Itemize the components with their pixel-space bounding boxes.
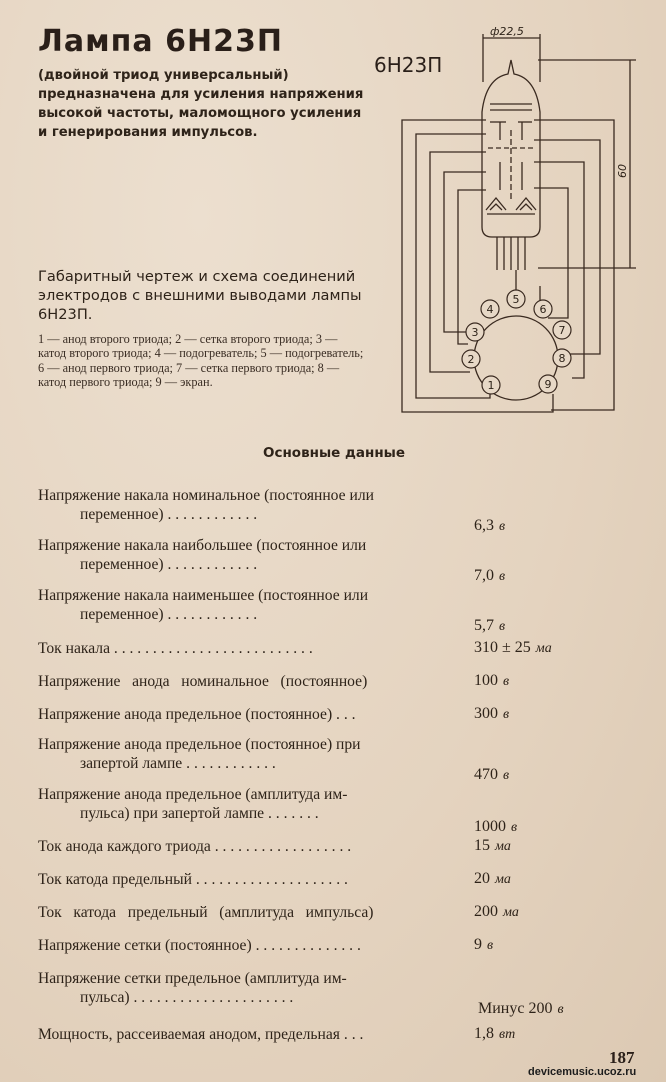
pin-legend: 1 — анод второго триода; 2 — сетка второго триода; 3 — катод второго триода; 4 — подогреватель; 5 — подогреватель; 6 — анод первого триода; 7 — сетка первого триода; 8 — катод первого триода; 9 — экран. — [38, 332, 364, 389]
spec-value: 15 — [474, 837, 490, 854]
spec-label-line1: Ток катода предельный — [38, 871, 192, 888]
spec-label — [38, 486, 458, 524]
spec-list — [38, 486, 598, 1058]
spec-row — [38, 785, 598, 837]
spec-value: Минус 200 — [478, 1000, 553, 1017]
spec-label-line2: переменное) — [80, 556, 164, 573]
pin-9-label: 9 — [544, 378, 552, 391]
spec-dots: . . . . . . . . . . . . — [167, 606, 258, 623]
spec-label — [38, 735, 458, 773]
spec-dots: . . . . . . . . . . . . — [186, 755, 276, 772]
spec-label — [38, 785, 458, 823]
spec-label — [38, 672, 458, 691]
spec-row — [38, 672, 598, 705]
spec-row — [38, 969, 598, 1019]
spec-value: 200 — [474, 903, 498, 920]
spec-value: 6,3 — [474, 517, 494, 534]
pin-3-label: 3 — [471, 326, 479, 339]
spec-label — [38, 705, 458, 724]
spec-unit: в — [503, 674, 510, 689]
spec-label-line2: запертой лампе — [80, 755, 183, 772]
spec-unit: ма — [503, 905, 519, 920]
spec-label — [38, 1025, 458, 1044]
spec-label-line1: Мощность, рассеиваемая анодом, предельная — [38, 1026, 340, 1043]
spec-label-line1: Ток анода каждого триода — [38, 838, 211, 855]
page-title: Лампа 6Н23П — [38, 24, 283, 59]
pin-4-label: 4 — [486, 303, 494, 316]
spec-dots: . . . . . . . . . . . . . . . . . . — [214, 838, 352, 855]
spec-value: 20 — [474, 870, 490, 887]
spec-label-line1: Напряжение анода номинальное (постоянное) — [38, 673, 368, 690]
spec-dots: . . . — [336, 706, 356, 723]
spec-label-line2: пульса) при запертой лампе — [80, 805, 265, 822]
spec-label-line1: Напряжение накала номинальное (постоянное или — [38, 487, 374, 504]
spec-dots: . . . . . . . . . . . . . . — [255, 937, 361, 954]
spec-row — [38, 903, 598, 936]
pin-5-label: 5 — [512, 293, 520, 306]
spec-row — [38, 735, 598, 785]
spec-value: 470 — [474, 766, 498, 783]
spec-row — [38, 536, 598, 586]
watermark: devicemusic.ucoz.ru — [528, 1066, 637, 1078]
spec-label — [38, 969, 458, 1007]
figure-caption: Габаритный чертеж и схема соединений электродов с внешними выводами лампы 6Н23П. — [38, 268, 362, 323]
pin-2-label: 2 — [467, 353, 475, 366]
spec-unit: в — [503, 707, 510, 722]
spec-label-line1: Напряжение сетки предельное (амплитуда им- — [38, 970, 347, 987]
spec-value: 310 ± 25 — [474, 639, 531, 656]
spec-unit: ма — [495, 839, 511, 854]
pin-6-label: 6 — [539, 303, 547, 316]
spec-label-line1: Ток катода предельный (амплитуда импульса) — [38, 904, 374, 921]
pin-8-label: 8 — [558, 352, 566, 365]
spec-dots: . . . — [343, 1026, 364, 1043]
spec-dots: . . . . . . . . . . . . — [167, 506, 258, 523]
spec-value: 9 — [474, 936, 482, 953]
spec-value: 5,7 — [474, 617, 494, 634]
spec-label — [38, 903, 458, 922]
spec-unit: в — [503, 768, 510, 783]
tube-label: 6Н23П — [374, 53, 443, 77]
spec-row — [38, 936, 598, 969]
spec-value: 7,0 — [474, 567, 494, 584]
height-label: 60 — [616, 164, 629, 178]
spec-label-line2: пульса) — [80, 989, 130, 1006]
spec-unit: в — [499, 569, 506, 584]
spec-label-line1: Напряжение анода предельное (постоянное) — [38, 706, 333, 723]
spec-row — [38, 1025, 598, 1058]
spec-label-line1: Напряжение сетки (постоянное) — [38, 937, 252, 954]
spec-dots: . . . . . . . . . . . . . . . . . . . . . . . . . . — [113, 640, 313, 657]
spec-dots: . . . . . . . . . . . . . . . . . . . . — [195, 871, 348, 888]
spec-value: 100 — [474, 672, 498, 689]
intro-paragraph: (двойной триод универсальный) предназначена для усиления напряжения высокой частоты, маломощного усиления и генерирования импульсов. — [38, 68, 364, 140]
spec-value: 1000 — [474, 818, 506, 835]
spec-row — [38, 586, 598, 636]
pin-1-label: 1 — [487, 379, 495, 392]
spec-label — [38, 837, 458, 856]
spec-label-line2: переменное) — [80, 606, 164, 623]
spec-row — [38, 486, 598, 536]
section-title: Основные данные — [263, 445, 406, 461]
pin-7-label: 7 — [558, 324, 566, 337]
spec-label-line1: Ток накала — [38, 640, 110, 657]
spec-row — [38, 837, 598, 870]
spec-label — [38, 870, 458, 889]
spec-label — [38, 936, 458, 955]
spec-label-line2: переменное) — [80, 506, 164, 523]
spec-unit: вт — [499, 1027, 516, 1042]
spec-label-line1: Напряжение накала наименьшее (постоянное или — [38, 587, 369, 604]
spec-label-line1: Напряжение анода предельное (постоянное) при — [38, 736, 361, 753]
spec-dots: . . . . . . . . . . . . — [167, 556, 258, 573]
spec-unit: в — [511, 820, 518, 835]
page-number: 187 — [609, 1048, 635, 1067]
spec-row — [38, 639, 598, 672]
spec-label-line1: Напряжение анода предельное (амплитуда им- — [38, 786, 348, 803]
spec-label — [38, 586, 458, 624]
spec-unit: ма — [495, 872, 511, 887]
diameter-label: ф22,5 — [490, 25, 524, 38]
spec-unit: ма — [535, 641, 552, 656]
spec-unit: в — [499, 619, 506, 634]
spec-label — [38, 536, 458, 574]
spec-dots: . . . . . . . — [268, 805, 319, 822]
spec-label — [38, 639, 458, 658]
spec-unit: в — [487, 938, 494, 953]
spec-value: 1,8 — [474, 1025, 494, 1042]
spec-unit: в — [557, 1002, 564, 1017]
spec-row — [38, 705, 598, 735]
spec-unit: в — [499, 519, 506, 534]
spec-value: 300 — [474, 705, 498, 722]
tube-diagram — [368, 22, 658, 422]
spec-row — [38, 870, 598, 903]
spec-dots: . . . . . . . . . . . . . . . . . . . . . — [133, 989, 294, 1006]
spec-label-line1: Напряжение накала наибольшее (постоянное или — [38, 537, 367, 554]
